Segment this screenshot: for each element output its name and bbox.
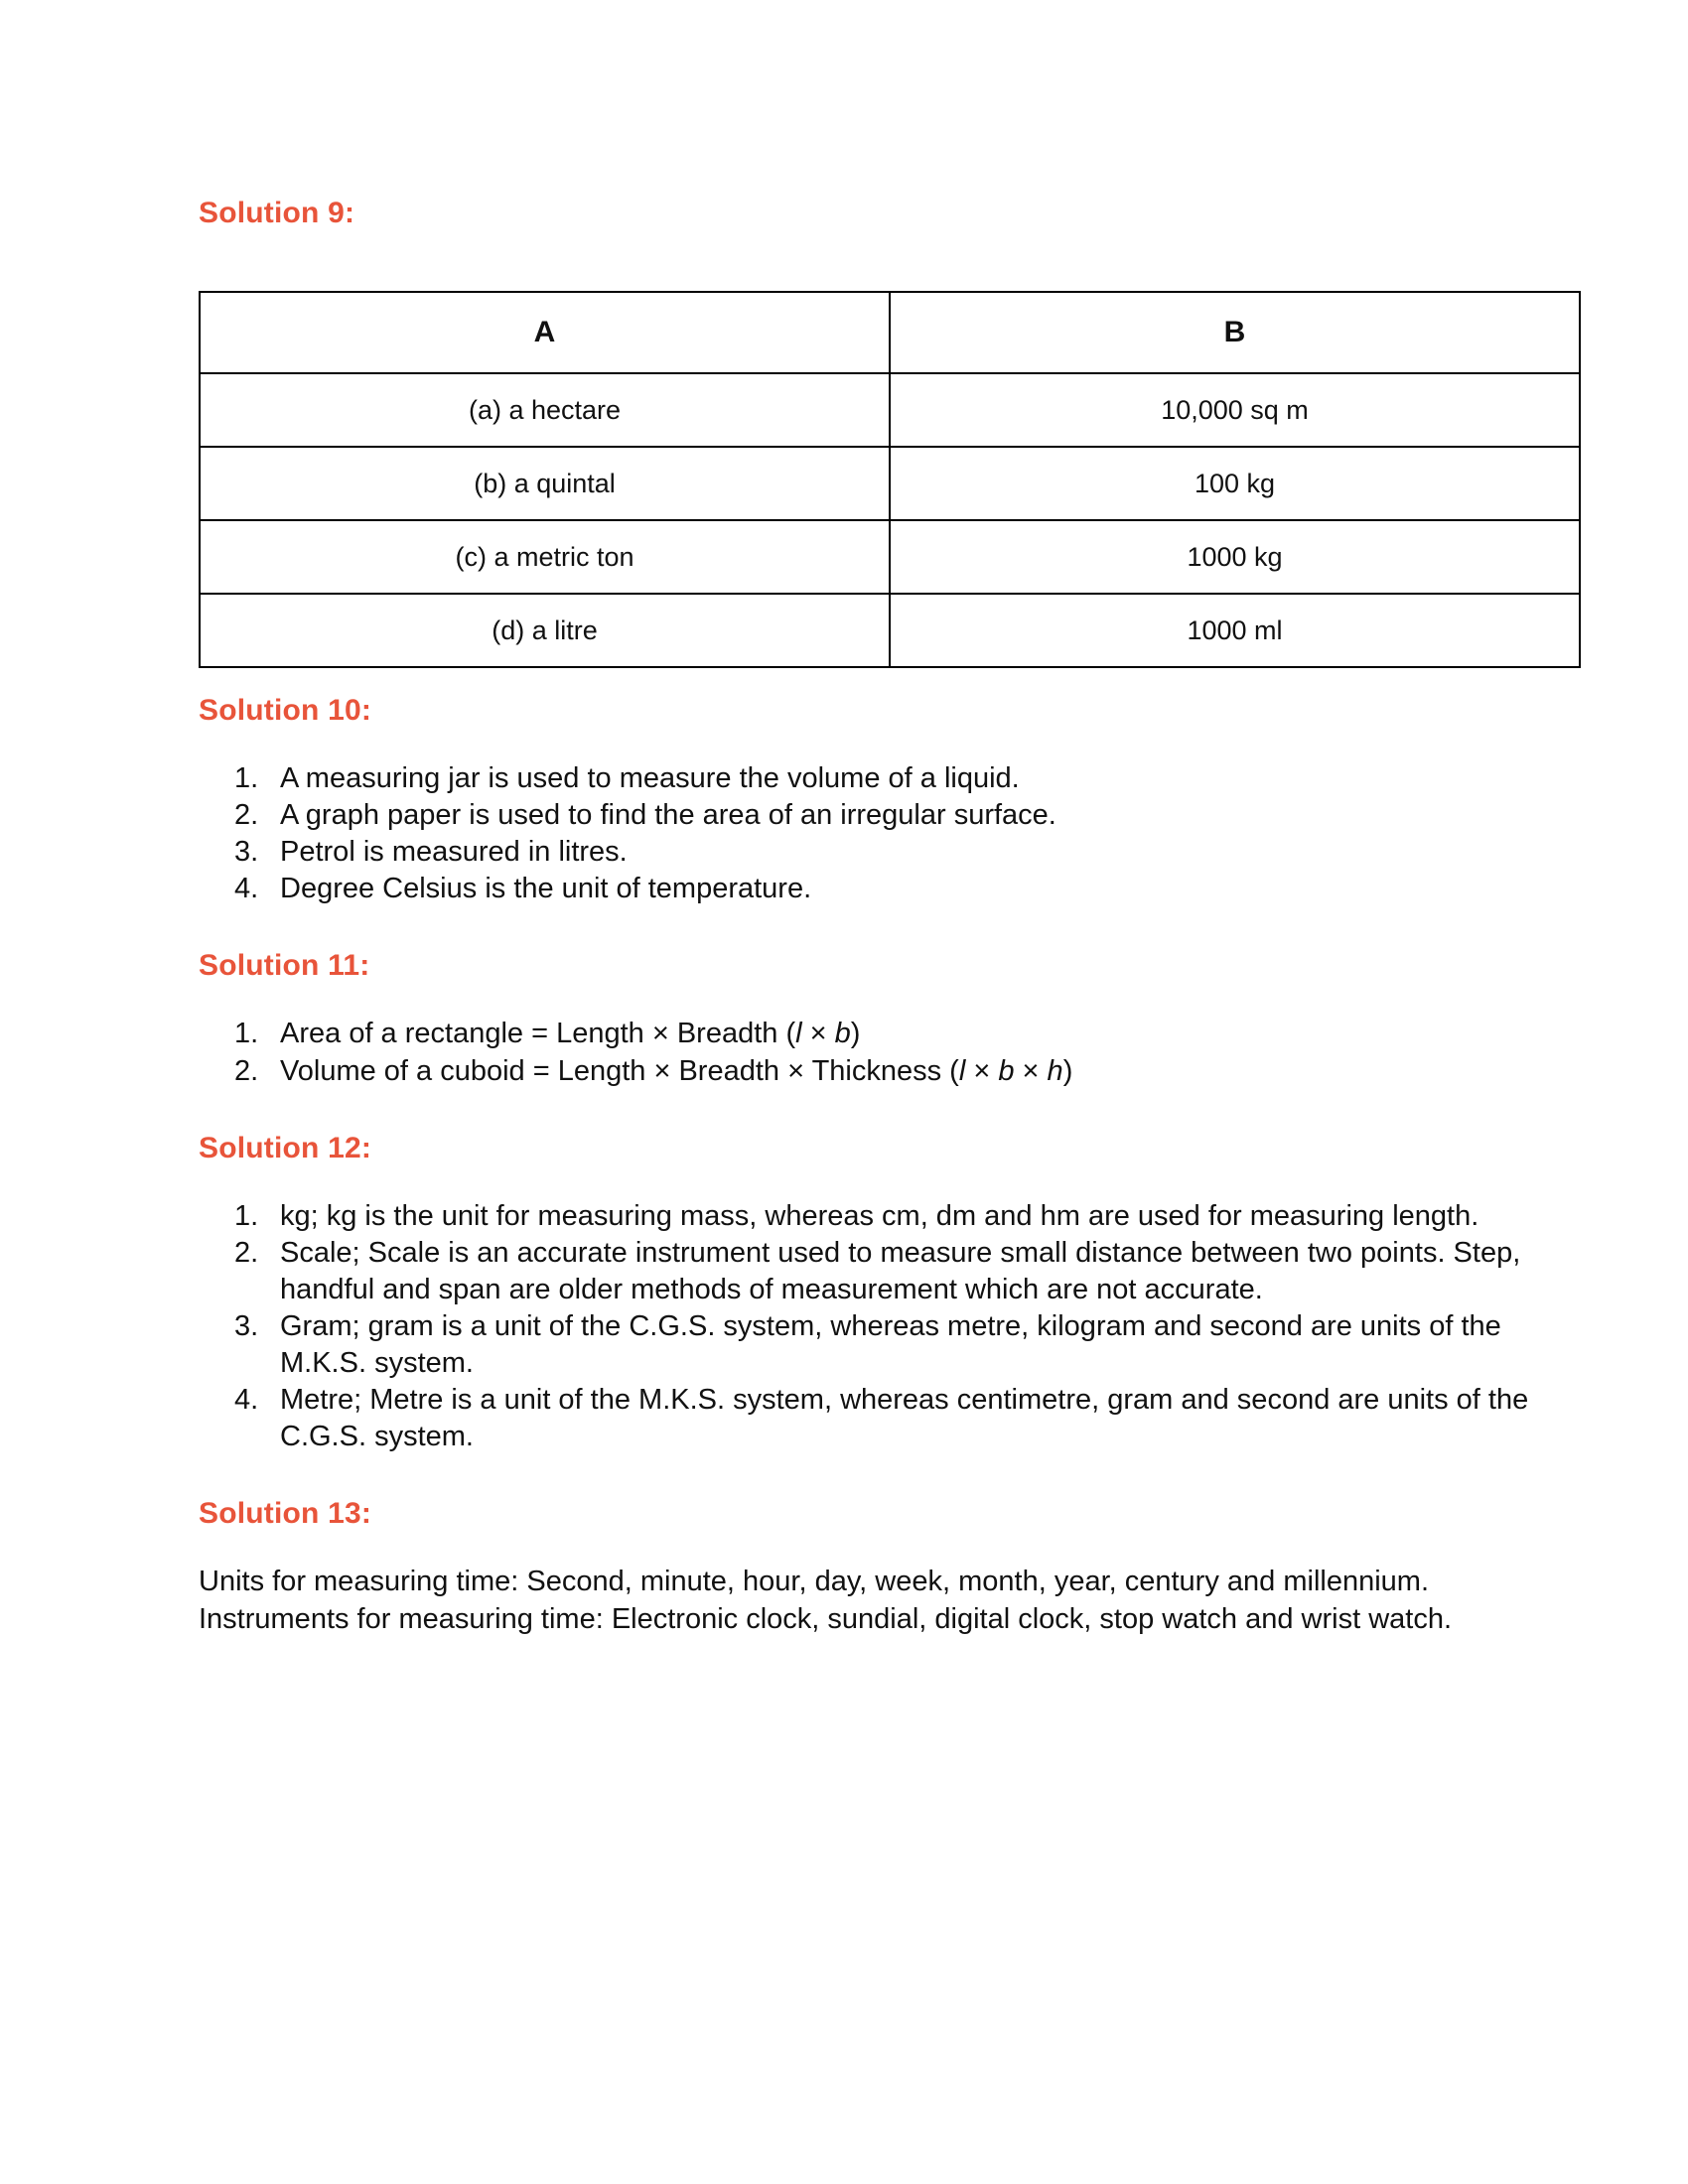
table-row [200,594,1580,667]
solution-12-heading: Solution 12: [199,1131,372,1164]
solution-13-paragraph-units: Units for measuring time: Second, minute, hour, day, week, month, year, century and millennium. [199,1566,1429,1598]
formula-operator: × [801,1018,835,1050]
list-item [199,1053,1549,1090]
solution-12-list [199,1198,1549,1456]
formula-text: Volume of a cuboid = Length × Breadth × Thickness ( [280,1054,959,1087]
table-cell-b: 100 kg [890,447,1580,520]
solution-10-list [199,760,1549,907]
matching-table [199,291,1581,668]
solution-11-list [199,1016,1549,1089]
list-item [199,1016,1549,1052]
table-cell-b: 1000 ml [890,594,1580,667]
formula-variable-l: l [795,1018,802,1050]
list-item: Metre; Metre is a unit of the M.K.S. system, whereas centimetre, gram and second are units of the C.G.S. system. [280,1384,1529,1453]
table-cell-a: (c) a metric ton [200,520,890,594]
solution-10-heading: Solution 10: [199,694,372,727]
table-cell-b: 10,000 sq m [890,373,1580,447]
table-cell-a: (b) a quintal [200,447,890,520]
list-item: Scale; Scale is an accurate instrument used to measure small distance between two points. Step, handful and span are older methods of measurement which are not accurate. [280,1236,1521,1305]
list-item: A graph paper is used to find the area of an irregular surface. [280,799,1056,832]
list-item: Petrol is measured in litres. [280,836,628,869]
list-item: Gram; gram is a unit of the C.G.S. system, whereas metre, kilogram and second are units of the M.K.S. system. [280,1309,1501,1380]
solution-13-heading: Solution 13: [199,1497,372,1531]
formula-variable-l: l [958,1054,966,1087]
solution-13-paragraph-instruments: Instruments for measuring time: Electronic clock, sundial, digital clock, stop watch and wrist watch. [199,1603,1453,1636]
list-item: kg; kg is the unit for measuring mass, whereas cm, dm and hm are used for measuring length. [280,1199,1479,1232]
table-row [200,520,1580,594]
formula-close: ) [1062,1054,1073,1087]
formula-operator: × [965,1054,999,1087]
list-item: Degree Celsius is the unit of temperature. [280,873,812,905]
table-cell-a: (d) a litre [200,594,890,667]
formula-variable-b: b [834,1018,851,1050]
table-cell-a: (a) a hectare [200,373,890,447]
table-row [200,373,1580,447]
list-item: A measuring jar is used to measure the volume of a liquid. [280,762,1020,794]
formula-variable-h: h [1047,1054,1063,1087]
table-header-b: B [890,292,1580,373]
table-header-a: A [200,292,890,373]
document-content [199,0,1549,1639]
table-cell-b: 1000 kg [890,520,1580,594]
formula-close: ) [850,1018,861,1050]
formula-text: Area of a rectangle = Length × Breadth ( [280,1018,796,1050]
solution-9-heading: Solution 9: [199,197,355,229]
table-row [200,447,1580,520]
solution-11-heading: Solution 11: [199,949,370,983]
formula-variable-b: b [998,1054,1015,1087]
table-header-row [200,292,1580,373]
formula-operator: × [1014,1054,1048,1087]
